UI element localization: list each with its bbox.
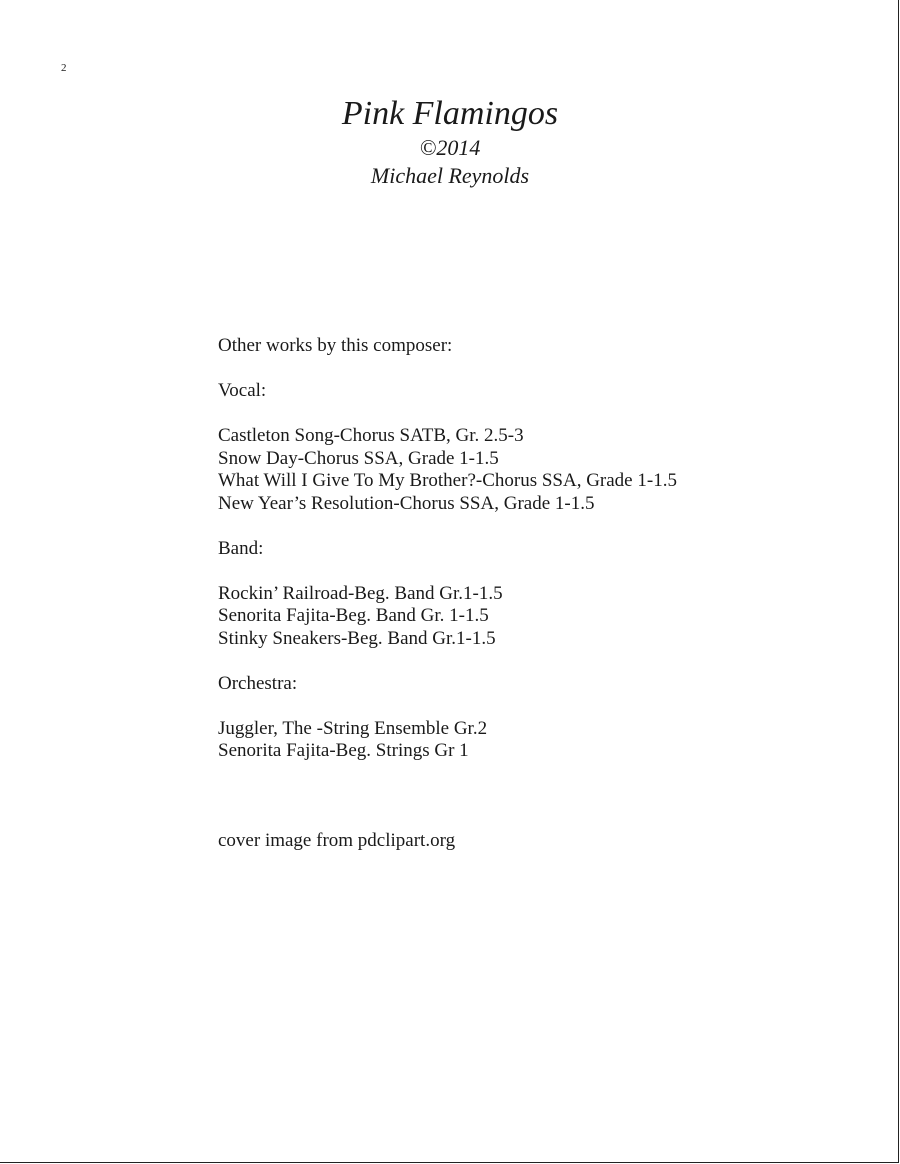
section-heading-orchestra: Orchestra: — [218, 672, 298, 694]
work-item: New Year’s Resolution-Chorus SSA, Grade 1-1.5 — [218, 492, 595, 514]
work-item: Castleton Song-Chorus SATB, Gr. 2.5-3 — [218, 425, 524, 446]
work-item: What Will I Give To My Brother?-Chorus SSA, Grade 1-1.5 — [218, 470, 677, 491]
work-item: Stinky Sneakers-Beg. Band Gr.1-1.5 — [218, 627, 496, 649]
copyright-line: ©2014 — [419, 135, 481, 160]
work-item: Snow Day-Chorus SSA, Grade 1-1.5 — [218, 447, 499, 469]
work-item: Senorita Fajita-Beg. Strings Gr 1 — [218, 740, 469, 761]
other-works — [218, 335, 677, 852]
page-number: 2 — [61, 62, 67, 74]
section-heading-vocal: Vocal: — [218, 380, 267, 401]
piece-title: Pink Flamingos — [341, 95, 559, 132]
title-block — [0, 94, 900, 190]
section-heading-band: Band: — [218, 537, 264, 559]
composer-name: Michael Reynolds — [370, 163, 530, 188]
work-item: Juggler, The -String Ensemble Gr.2 — [218, 717, 488, 739]
work-item: Senorita Fajita-Beg. Band Gr. 1-1.5 — [218, 605, 489, 626]
work-item: Rockin’ Railroad-Beg. Band Gr.1-1.5 — [218, 582, 503, 604]
cover-image-credit: cover image from pdclipart.org — [218, 829, 456, 851]
other-works-heading: Other works by this composer: — [218, 335, 453, 356]
